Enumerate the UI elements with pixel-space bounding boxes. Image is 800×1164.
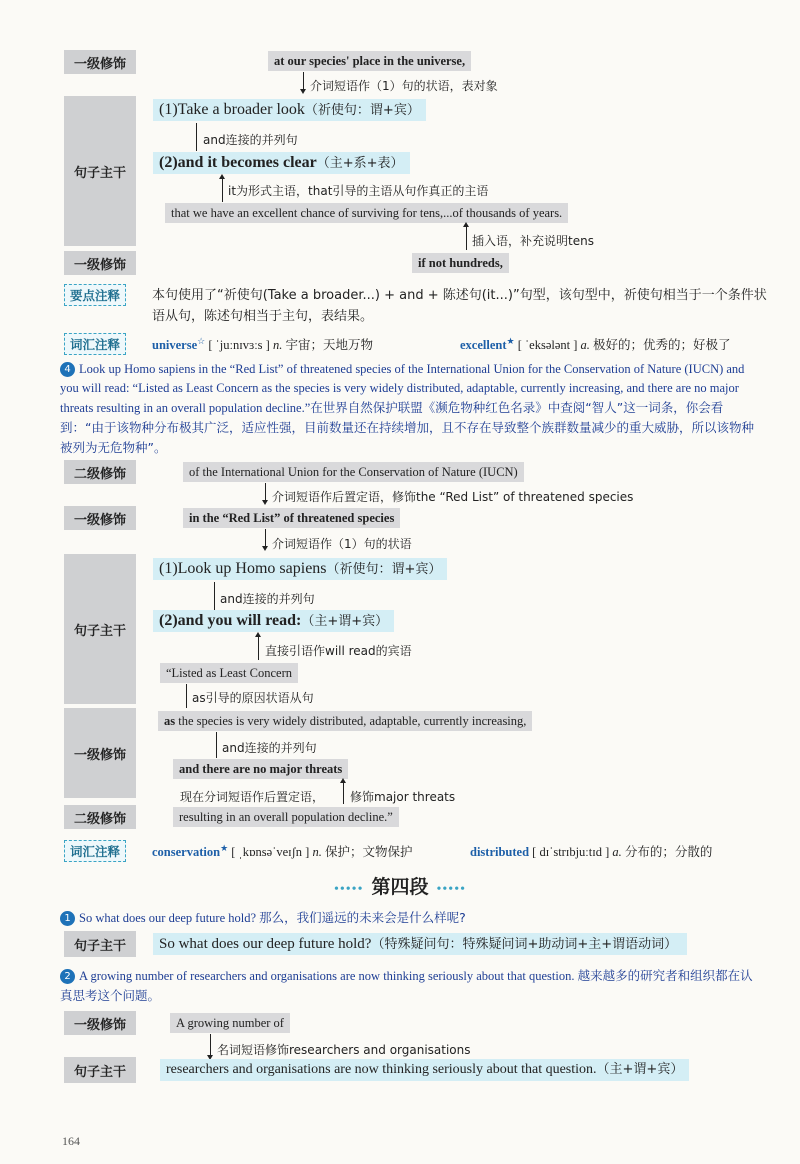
label-level1-last: 一级修饰 xyxy=(64,1011,136,1035)
that-clause: that we have an excellent chance of surviving for tens,...of thousands of years. xyxy=(165,203,568,223)
clause-text: (2)and it becomes clear xyxy=(159,154,317,171)
arrow-up-direct xyxy=(258,636,259,660)
as-clause xyxy=(158,711,532,731)
clause-tag: （主+谓+宾） xyxy=(301,614,389,629)
vocab-conservation xyxy=(152,842,412,860)
clause-tag: （主+系+表） xyxy=(316,156,404,171)
bracket-line xyxy=(216,732,217,758)
note-modify: 修饰major threats xyxy=(350,790,456,804)
sentence-chinese: 那么，我们遥远的未来会是什么样呢? xyxy=(259,910,466,925)
section-title: 第四段 xyxy=(371,876,429,898)
clause-it-becomes-clear xyxy=(153,152,410,174)
vocab-word: universe xyxy=(152,338,198,352)
clause-take-broader-look xyxy=(153,99,426,121)
star-icon: ★ xyxy=(220,842,229,853)
arrow-down-2 xyxy=(265,483,266,501)
note-prep-phrase: 介词短语作（1）句的状语，表对象 xyxy=(310,79,498,93)
label-level1-top: 一级修饰 xyxy=(64,50,136,74)
sentence-4-paragraph xyxy=(60,360,765,458)
note-participle: 现在分词短语作后置定语， xyxy=(180,790,325,804)
modifier-at-species-place: at our species' place in the universe, xyxy=(268,51,471,71)
label-level1-mid: 一级修饰 xyxy=(64,506,136,530)
arrow-down-1 xyxy=(303,72,304,90)
label-level2-top: 二级修饰 xyxy=(64,460,136,484)
vocab-pos: a. xyxy=(612,845,622,859)
vocab-distributed xyxy=(470,842,712,860)
vocab-excellent xyxy=(460,335,731,353)
clause-look-up xyxy=(153,558,447,580)
sentence-english: A growing number of researchers and organisations are now thinking seriously about that question. xyxy=(79,969,575,983)
vocab-universe xyxy=(152,335,373,353)
arrow-up-it xyxy=(222,178,223,202)
sentence-number-badge: 2 xyxy=(60,969,75,984)
star-icon: ☆ xyxy=(197,335,206,346)
clause-text: researchers and organisations are now thinking seriously about that question. xyxy=(166,1062,597,1077)
label-level1-bottom: 一级修饰 xyxy=(64,251,136,275)
vocab-pron: [ ˈjuːnɪvɜːs ] xyxy=(208,338,270,352)
sentence-number-badge: 1 xyxy=(60,911,75,926)
as-word: as xyxy=(164,714,176,728)
vocab-pron: [ ˈeksələnt ] xyxy=(517,338,578,352)
p4s2-modifier: A growing number of xyxy=(170,1013,290,1033)
sentence-english: Look up Homo sapiens in the “Red List” of threatened species of the International Union for the Conservation of Nature (IUCN) and you will read: “Listed as Least Concern as the species is very widely distributed, adaptable, currently increasing, and there are no major threats resulting in an overall population decline.” xyxy=(60,362,745,415)
p4s2-main-clause xyxy=(160,1059,689,1081)
vocab-pron: [ ˌkɒnsəˈveɪʃn ] xyxy=(231,845,310,859)
clause-text: So what does our deep future hold? xyxy=(159,936,372,952)
note-direct-speech: 直接引语作will read的宾语 xyxy=(265,644,412,658)
clause-text: (1)Take a broader look xyxy=(159,101,305,118)
bracket-line xyxy=(214,582,215,610)
arrow-down-3 xyxy=(265,529,266,547)
clause-tag: （特殊疑问句：特殊疑问词+助动词+主+谓语动词） xyxy=(371,937,678,952)
vocab-meaning: 宇宙；天地万物 xyxy=(285,337,373,352)
section-heading xyxy=(0,872,800,899)
sentence-english: So what does our deep future hold? xyxy=(79,911,257,925)
note-insertion: 插入语，补充说明tens xyxy=(472,234,594,248)
note-and-parallel-3: and连接的并列句 xyxy=(222,741,317,755)
arrow-up-insert xyxy=(466,226,467,250)
label-vocab-1: 词汇注释 xyxy=(64,333,126,355)
sentence-chinese: 在世界自然保护联盟《濒危物种红色名录》中查阅“智人”这一词条，你会看到：“由于该物种分布极其广泛，适应性强，目前数量还在持续增加，且不存在导致整个族群数量减少的重大威胁，所以该物种被列为无危物种”。 xyxy=(60,400,754,455)
p4-sentence-2 xyxy=(60,966,765,1006)
vocab-meaning: 分布的；分散的 xyxy=(624,844,713,859)
arrow-down-4 xyxy=(210,1034,211,1056)
note-and-parallel: and连接的并列句 xyxy=(203,133,298,147)
vocab-word: conservation xyxy=(152,845,221,859)
dots-right-icon: ••••• xyxy=(436,882,467,897)
bracket-line xyxy=(186,684,187,708)
clause-tag: （主+谓+宾） xyxy=(596,1062,684,1077)
listed-as-least-concern: “Listed as Least Concern xyxy=(160,663,298,683)
clause-text: (1)Look up Homo sapiens xyxy=(159,560,327,577)
label-main-2: 句子主干 xyxy=(64,554,136,704)
sentence-chinese: 越来越多的研究者和组织都在认真思考这个问题。 xyxy=(60,968,753,1003)
note-noun-phrase: 名词短语修饰researchers and organisations xyxy=(217,1043,471,1057)
label-level1-lower: 一级修饰 xyxy=(64,708,136,798)
modifier-if-not-hundreds: if not hundreds, xyxy=(412,253,509,273)
note-formal-subject: it为形式主语，that引导的主语从句作真正的主语 xyxy=(228,184,489,198)
vocab-meaning: 极好的；优秀的；好极了 xyxy=(593,337,731,352)
vocab-pos: n. xyxy=(272,338,283,352)
label-main-3: 句子主干 xyxy=(64,931,136,957)
clause-you-will-read xyxy=(153,610,394,632)
star-icon: ★ xyxy=(506,335,515,346)
label-keypoint: 要点注释 xyxy=(64,284,126,306)
label-main-4: 句子主干 xyxy=(64,1057,136,1083)
clause-tag: （祈使句：谓+宾） xyxy=(326,562,442,577)
bracket-line xyxy=(196,123,197,151)
note-postpositive: 介词短语作后置定语，修饰the “Red List” of threatened species xyxy=(272,490,634,504)
arrow-up-participle xyxy=(343,782,344,804)
resulting-phrase: resulting in an overall population decline.” xyxy=(173,807,399,827)
label-main-1: 句子主干 xyxy=(64,96,136,246)
and-clause: and there are no major threats xyxy=(173,759,348,779)
dots-left-icon: ••••• xyxy=(333,882,364,897)
note-adverbial: 介词短语作（1）句的状语 xyxy=(272,537,412,551)
vocab-pos: n. xyxy=(312,845,322,859)
clause-tag: （祈使句：谓+宾） xyxy=(304,103,420,118)
note-as-clause: as引导的原因状语从句 xyxy=(192,691,314,705)
modifier-of-iucn: of the International Union for the Conservation of Nature (IUCN) xyxy=(183,462,524,482)
as-clause-rest: the species is very widely distributed, adaptable, currently increasing, xyxy=(175,714,527,728)
vocab-word: distributed xyxy=(470,845,530,859)
clause-text: (2)and you will read: xyxy=(159,612,302,629)
vocab-pron: [ dɪˈstrɪbjuːtɪd ] xyxy=(532,845,610,859)
keypoint-text: 本句使用了“祈使句(Take a broader...) + and + 陈述句(it...)”句型，该句型中，祈使句相当于一个条件状语从句，陈述句相当于主句，表结果。 xyxy=(152,288,767,324)
vocab-pos: a. xyxy=(580,338,590,352)
p4s1-main-clause xyxy=(153,933,687,955)
sentence-number-badge: 4 xyxy=(60,362,75,377)
page-number: 164 xyxy=(62,1134,80,1148)
vocab-meaning: 保护；文物保护 xyxy=(324,844,413,859)
note-and-parallel-2: and连接的并列句 xyxy=(220,592,315,606)
label-level2-bottom: 二级修饰 xyxy=(64,805,136,829)
vocab-word: excellent xyxy=(460,338,507,352)
p4-sentence-1 xyxy=(60,908,765,928)
modifier-in-red-list: in the “Red List” of threatened species xyxy=(183,508,400,528)
label-vocab-2: 词汇注释 xyxy=(64,840,126,862)
